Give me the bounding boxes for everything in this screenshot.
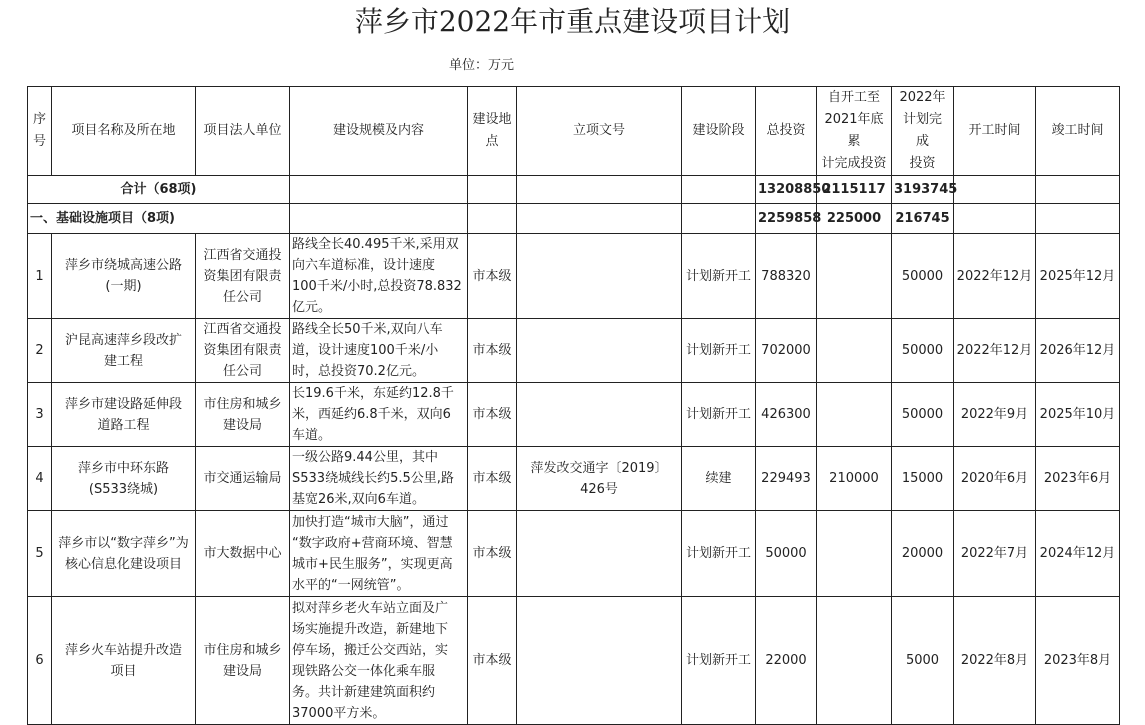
cell-approval: 萍发改交通字〔2019〕 426号 <box>517 447 682 511</box>
cell-location: 市本级 <box>468 447 517 511</box>
cell-owner: 江西省交通投 资集团有限责 任公司 <box>196 319 290 383</box>
cell-plan: 15000 <box>892 447 954 511</box>
table-row <box>28 511 1120 597</box>
cell-location: 市本级 <box>468 383 517 447</box>
header-approval: 立项文号 <box>517 87 682 176</box>
page-title: 萍乡市2022年市重点建设项目计划 <box>354 5 791 38</box>
section-row <box>28 204 1120 234</box>
table-row <box>28 447 1120 511</box>
cell-owner: 江西省交通投 资集团有限责 任公司 <box>196 234 290 319</box>
table-row <box>28 234 1120 319</box>
cell-plan: 50000 <box>892 383 954 447</box>
total-investment: 13208850 <box>756 176 817 204</box>
cell-name: 萍乡市建设路延伸段 道路工程 <box>52 383 196 447</box>
cell-location: 市本级 <box>468 511 517 597</box>
header-owner: 项目法人单位 <box>196 87 290 176</box>
cell-plan: 5000 <box>892 597 954 725</box>
cell-content: 一级公路9.44公里，其中 S533绕城线长约5.5公里,路 基宽26米,双向6车道。 <box>290 447 468 511</box>
cell-content: 拟对萍乡老火车站立面及广 场实施提升改造，新建地下 停车场，搬迁公交西站，实 现铁路公交一体化乘车服 务。共计新建建筑面积约 37000平方米。 <box>290 597 468 725</box>
section-label: 一、基础设施项目（8项) <box>28 204 290 234</box>
cell-location: 市本级 <box>468 597 517 725</box>
cell-name: 沪昆高速萍乡段改扩 建工程 <box>52 319 196 383</box>
project-table <box>27 86 1120 725</box>
cell-done <box>817 597 892 725</box>
header-stage: 建设阶段 <box>682 87 756 176</box>
cell-start: 2022年7月 <box>954 511 1036 597</box>
cell-end: 2025年10月 <box>1036 383 1120 447</box>
cell-start: 2020年6月 <box>954 447 1036 511</box>
table-row <box>28 383 1120 447</box>
cell-start: 2022年12月 <box>954 234 1036 319</box>
cell-content: 路线全长50千米,双向八车 道，设计速度100千米/小 时，总投资70.2亿元。 <box>290 319 468 383</box>
header-content: 建设规模及内容 <box>290 87 468 176</box>
cell-stage: 计划新开工 <box>682 319 756 383</box>
unit-label: 单位：万元 <box>449 58 515 73</box>
cell-name: 萍乡市以“数字萍乡”为 核心信息化建设项目 <box>52 511 196 597</box>
section-done: 225000 <box>817 204 892 234</box>
cell-stage: 计划新开工 <box>682 234 756 319</box>
total-label: 合计（68项) <box>28 176 290 204</box>
header-plan: 2022年 计划完 成 投资 <box>892 87 954 176</box>
cell-start: 2022年12月 <box>954 319 1036 383</box>
cell-plan: 50000 <box>892 319 954 383</box>
cell-seq: 3 <box>28 383 52 447</box>
cell-stage: 计划新开工 <box>682 597 756 725</box>
cell-plan: 50000 <box>892 234 954 319</box>
cell-total: 22000 <box>756 597 817 725</box>
cell-start: 2022年9月 <box>954 383 1036 447</box>
cell-stage: 计划新开工 <box>682 383 756 447</box>
cell-approval <box>517 511 682 597</box>
cell-plan: 20000 <box>892 511 954 597</box>
cell-total: 426300 <box>756 383 817 447</box>
cell-done <box>817 383 892 447</box>
cell-approval <box>517 597 682 725</box>
header-seq: 序 号 <box>28 87 52 176</box>
section-plan: 216745 <box>892 204 954 234</box>
cell-end: 2026年12月 <box>1036 319 1120 383</box>
cell-owner: 市住房和城乡 建设局 <box>196 597 290 725</box>
total-done: 2115117 <box>817 176 892 204</box>
table-row <box>28 319 1120 383</box>
cell-owner: 市交通运输局 <box>196 447 290 511</box>
cell-start: 2022年8月 <box>954 597 1036 725</box>
cell-content: 路线全长40.495千米,采用双 向六车道标准，设计速度 100千米/小时,总投资78.832 亿元。 <box>290 234 468 319</box>
cell-done <box>817 319 892 383</box>
cell-seq: 5 <box>28 511 52 597</box>
cell-total: 788320 <box>756 234 817 319</box>
cell-owner: 市住房和城乡 建设局 <box>196 383 290 447</box>
cell-done <box>817 511 892 597</box>
header-location: 建设地 点 <box>468 87 517 176</box>
cell-total: 50000 <box>756 511 817 597</box>
header-end: 竣工时间 <box>1036 87 1120 176</box>
cell-end: 2025年12月 <box>1036 234 1120 319</box>
header-total: 总投资 <box>756 87 817 176</box>
cell-total: 229493 <box>756 447 817 511</box>
cell-name: 萍乡市绕城高速公路 (一期) <box>52 234 196 319</box>
cell-end: 2024年12月 <box>1036 511 1120 597</box>
total-plan: 3193745 <box>892 176 954 204</box>
cell-location: 市本级 <box>468 319 517 383</box>
cell-owner: 市大数据中心 <box>196 511 290 597</box>
total-row <box>28 176 1120 204</box>
cell-end: 2023年8月 <box>1036 597 1120 725</box>
cell-stage: 续建 <box>682 447 756 511</box>
cell-stage: 计划新开工 <box>682 511 756 597</box>
table-header-row <box>28 87 1120 176</box>
cell-location: 市本级 <box>468 234 517 319</box>
cell-content: 长19.6千米，东延约12.8千 米，西延约6.8千米，双向6 车道。 <box>290 383 468 447</box>
header-name: 项目名称及所在地 <box>52 87 196 176</box>
cell-approval <box>517 383 682 447</box>
cell-seq: 4 <box>28 447 52 511</box>
cell-approval <box>517 234 682 319</box>
cell-seq: 6 <box>28 597 52 725</box>
cell-name: 萍乡火车站提升改造 项目 <box>52 597 196 725</box>
header-start: 开工时间 <box>954 87 1036 176</box>
cell-end: 2023年6月 <box>1036 447 1120 511</box>
cell-done <box>817 234 892 319</box>
cell-name: 萍乡市中环东路 (S533绕城) <box>52 447 196 511</box>
table-row <box>28 597 1120 725</box>
cell-seq: 1 <box>28 234 52 319</box>
cell-seq: 2 <box>28 319 52 383</box>
section-total: 2259858 <box>756 204 817 234</box>
cell-total: 702000 <box>756 319 817 383</box>
cell-approval <box>517 319 682 383</box>
cell-done: 210000 <box>817 447 892 511</box>
cell-content: 加快打造“城市大脑”，通过 “数字政府+营商环境、智慧 城市+民生服务”，实现更高 水平的“一网统管”。 <box>290 511 468 597</box>
header-done: 自开工至 2021年底累 计完成投资 <box>817 87 892 176</box>
